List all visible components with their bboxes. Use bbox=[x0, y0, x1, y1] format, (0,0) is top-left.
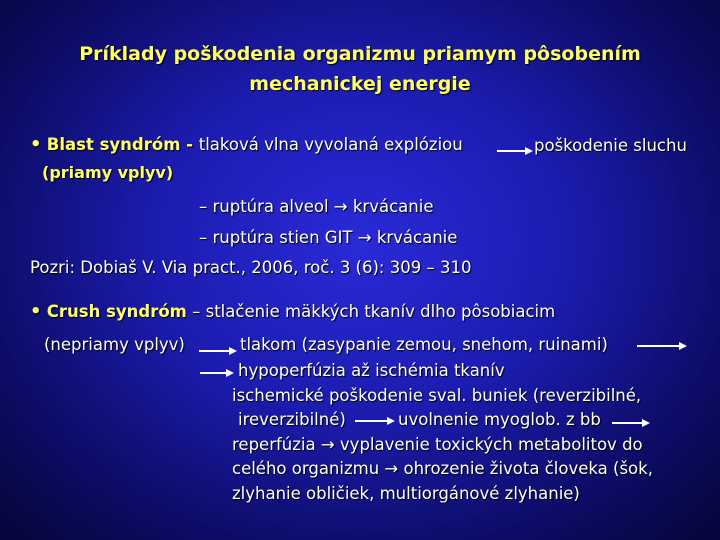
blast-description: tlaková vlna vyvolaná explóziou bbox=[198, 135, 463, 154]
blast-dash: - bbox=[180, 135, 199, 154]
crush-term: Crush syndróm bbox=[46, 302, 187, 321]
arrow-icon bbox=[355, 417, 395, 425]
bullet: • bbox=[30, 301, 42, 322]
crush-description: – stlačenie mäkkých tkanív dlho pôsobiacim bbox=[186, 302, 556, 321]
crush-line-1: tlakom (zasypanie zemou, snehom, ruinami) bbox=[240, 335, 608, 354]
page-title: Príklady poškodenia organizmu priamym pôsobením bbox=[79, 43, 641, 65]
arrow-icon bbox=[637, 342, 687, 350]
blast-note: (priamy vplyv) bbox=[42, 163, 174, 182]
crush-line-4: ireverzibilné) bbox=[238, 410, 346, 429]
crush-line-7: celého organizmu → ohrozenie života človeka (šok, bbox=[232, 459, 653, 478]
bullet: • bbox=[30, 134, 42, 155]
arrow-icon bbox=[497, 147, 533, 155]
crush-line-3: ischemické poškodenie sval. buniek (reverzibilné, bbox=[232, 386, 642, 405]
page-title-line2: mechanickej energie bbox=[249, 73, 471, 95]
crush-line-6: reperfúzia → vyplavenie toxických metabolitov do bbox=[232, 435, 643, 454]
blast-line bbox=[30, 134, 463, 155]
blast-term: Blast syndróm bbox=[46, 135, 181, 154]
crush-line bbox=[30, 301, 555, 322]
blast-item-2: – ruptúra stien GIT → krvácanie bbox=[199, 228, 458, 247]
blast-reference: Pozri: Dobiaš V. Via pract., 2006, roč. 3 (6): 309 – 310 bbox=[30, 258, 472, 277]
arrow-icon bbox=[612, 419, 650, 427]
crush-line-2: hypoperfúzia až ischémia tkanív bbox=[238, 361, 505, 380]
crush-line-8: zlyhanie obličiek, multiorgánové zlyhanie) bbox=[232, 484, 580, 503]
blast-result: poškodenie sluchu bbox=[534, 136, 687, 155]
arrow-icon bbox=[200, 369, 234, 377]
crush-note: (nepriamy vplyv) bbox=[44, 335, 185, 354]
crush-line-5: uvolnenie myoglob. z bb bbox=[398, 410, 601, 429]
arrow-icon bbox=[199, 347, 237, 355]
blast-item-1: – ruptúra alveol → krvácanie bbox=[199, 197, 434, 216]
